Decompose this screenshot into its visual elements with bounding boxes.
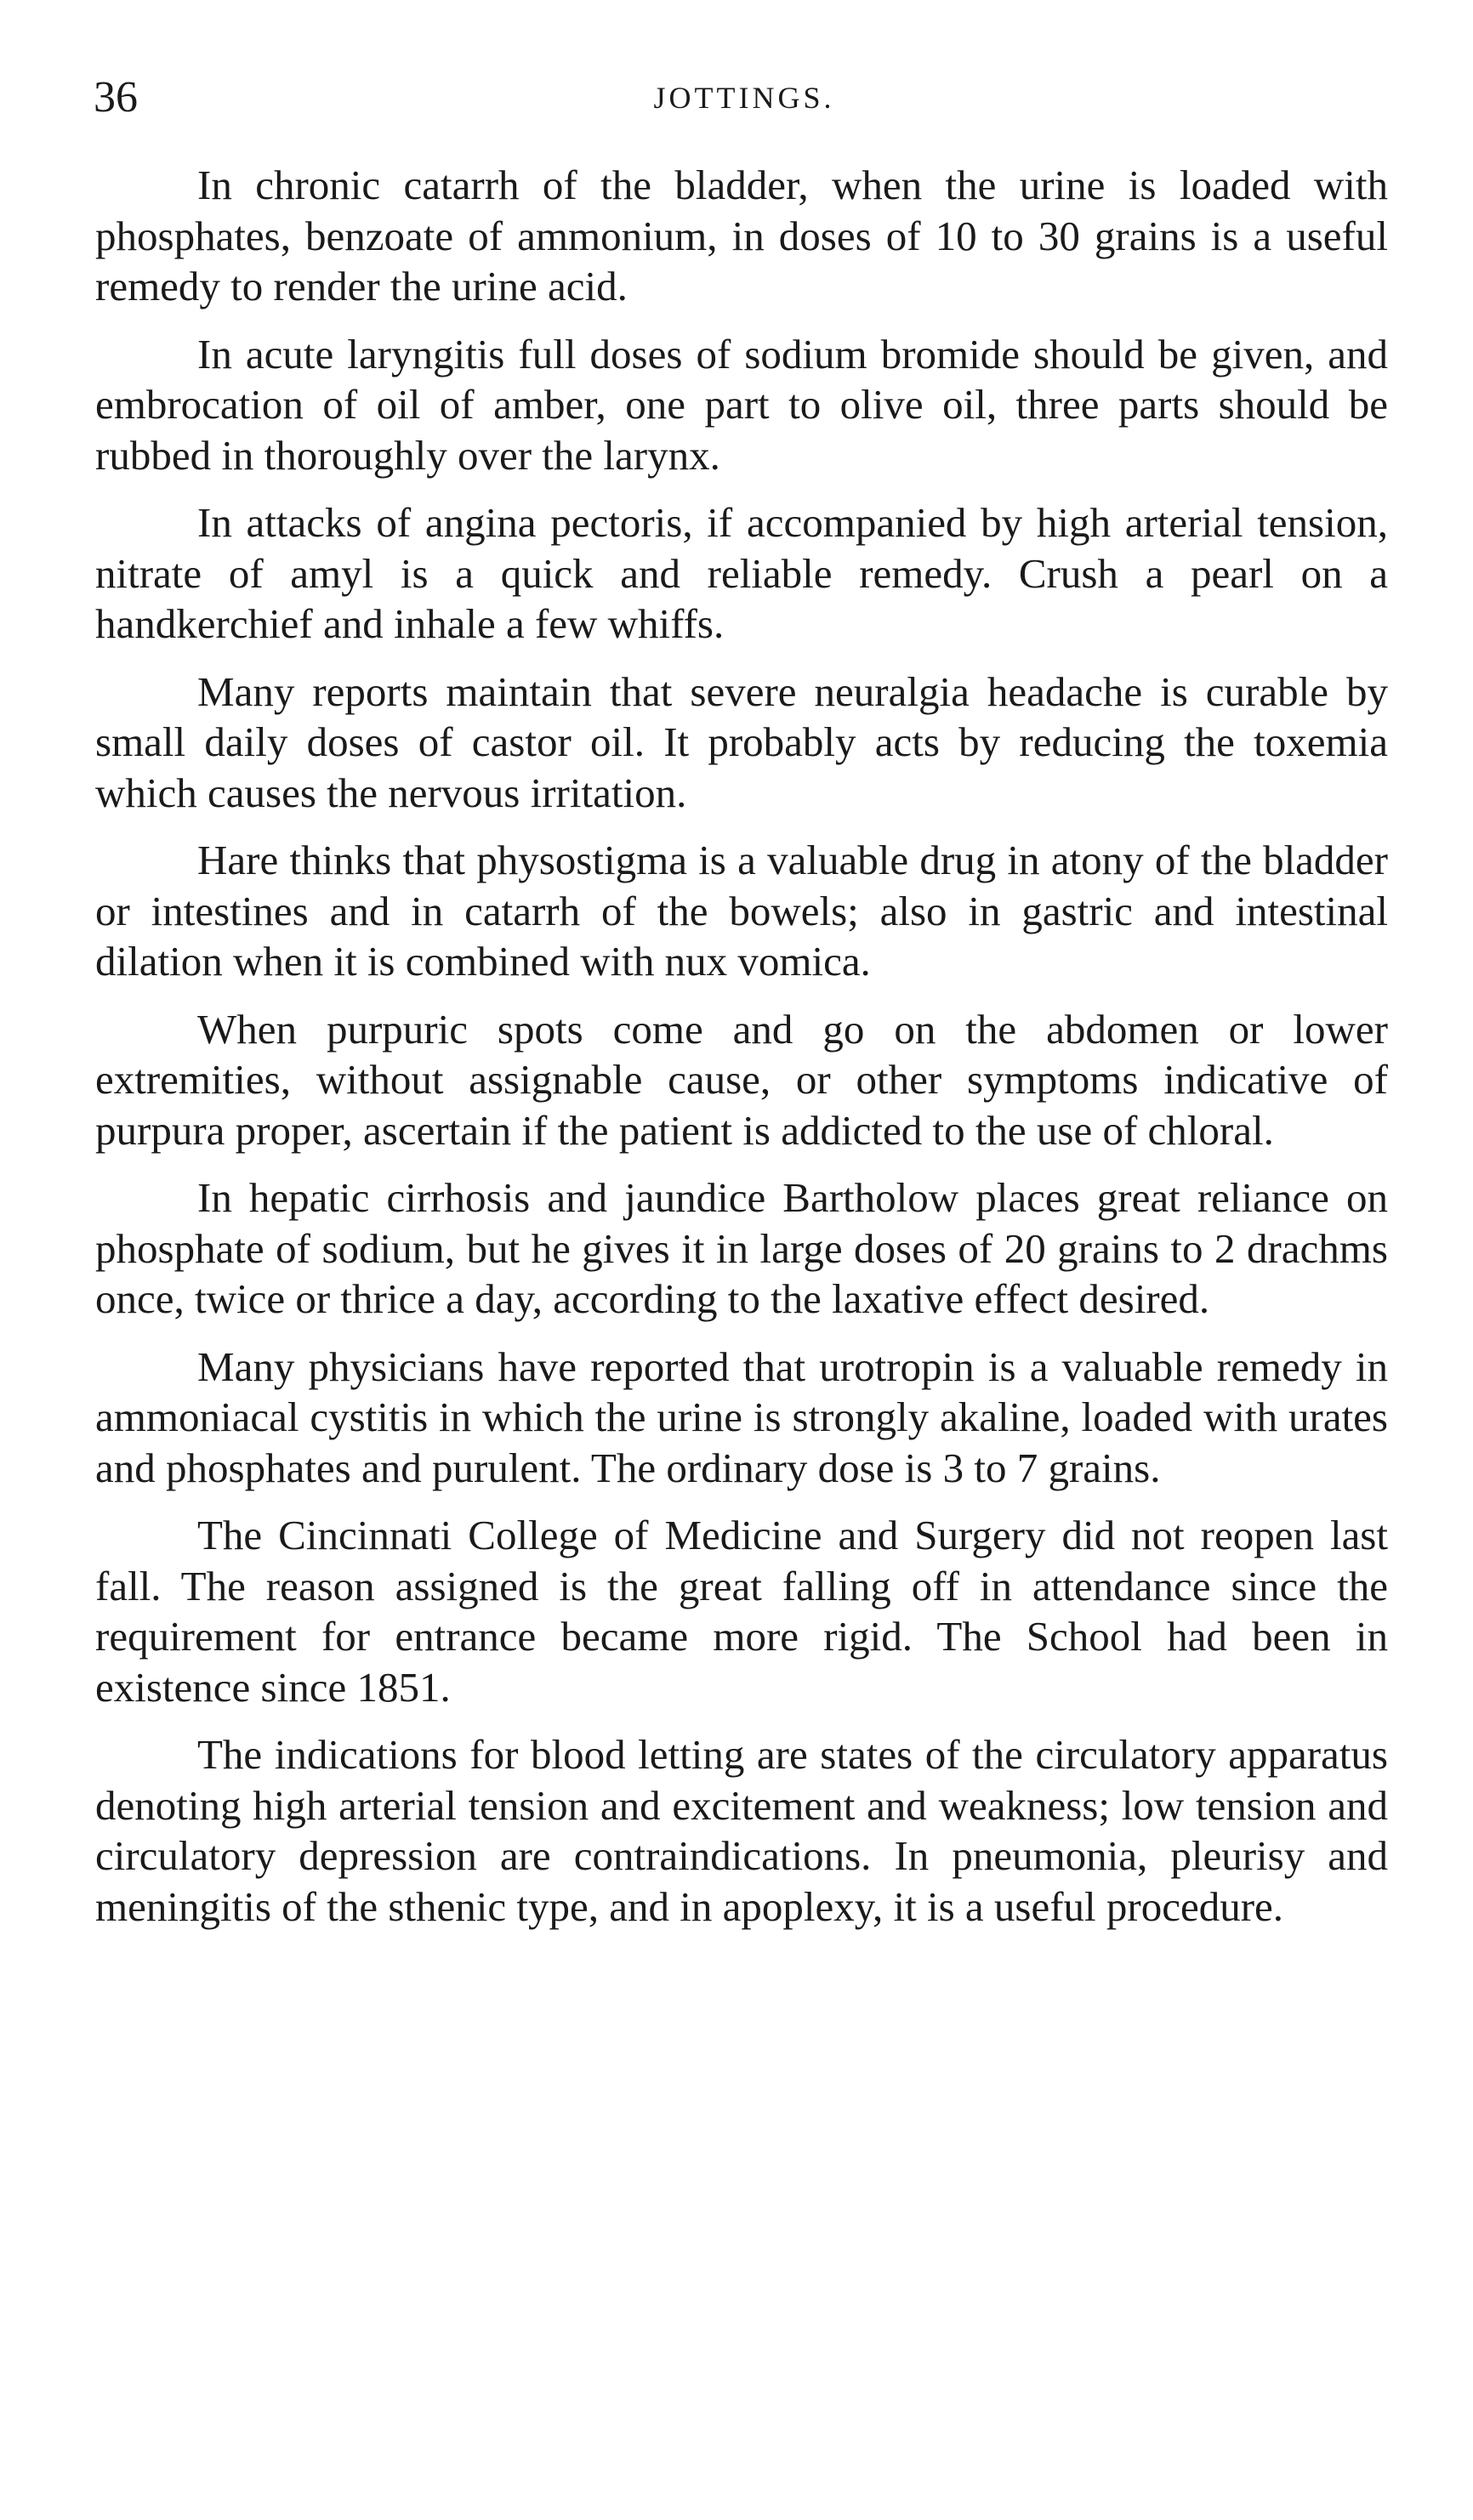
paragraph-acute-laryngitis	[95, 329, 1388, 481]
page-number: 36	[94, 73, 138, 122]
paragraph-neuralgia-headache	[95, 667, 1388, 819]
paragraph-text: Hare thinks that physostigma is a valuable drug in atony of the bladder or intestines and in catarrh of the bowels; also in gastric and intestinal dilation when it is combined with nux vomica.	[95, 837, 1388, 985]
paragraph-text: The indications for blood letting are states of the circulatory apparatus denoting high arterial tension and excitement and weakness; low tension and circulatory depression are contraindications. In pneumonia, pleurisy and meningitis of the sthenic type, and in apoplexy, it is a useful procedure.	[95, 1731, 1388, 1930]
page-header	[94, 68, 1395, 128]
paragraph-text: When purpuric spots come and go on the abdomen or lower extremities, without assignable cause, or other symptoms indicative of purpura proper, ascertain if the patient is addicted to the use of chloral.	[95, 1005, 1388, 1154]
paragraph-text: In attacks of angina pectoris, if accompanied by high arterial tension, nitrate of amyl is a quick and reliable remedy. Crush a pearl on a handkerchief and inhale a few whiffs.	[95, 499, 1388, 647]
paragraph-text: Many physicians have reported that urotropin is a valuable remedy in ammoniacal cystitis in which the urine is strongly akaline, loaded with urates and phosphates and purulent. The ordinary dose is 3 to 7 grains.	[95, 1342, 1388, 1491]
paragraph-purpuric-spots	[95, 1004, 1388, 1156]
page-body	[95, 160, 1388, 1932]
paragraph-urotropin	[95, 1342, 1388, 1494]
paragraph-angina-pectoris	[95, 497, 1388, 650]
paragraph-physostigma	[95, 835, 1388, 987]
paragraph-text: Many reports maintain that severe neuralgia headache is curable by small daily doses of castor oil. It probably acts by reducing the toxemia which causes the nervous irritation.	[95, 667, 1388, 816]
paragraph-text: In hepatic cirrhosis and jaundice Bartholow places great reliance on phosphate of sodium, but he gives it in large doses of 20 grains to 2 drachms once, twice or thrice a day, according to the laxative effect desired.	[95, 1174, 1388, 1322]
paragraph-text: In chronic catarrh of the bladder, when the urine is loaded with phosphates, benzoate of ammonium, in doses of 10 to 30 grains is a useful remedy to render the urine acid.	[95, 162, 1388, 309]
paragraph-hepatic-cirrhosis	[95, 1172, 1388, 1325]
running-head: JOTTINGS.	[653, 81, 835, 115]
paragraph-cincinnati-college	[95, 1510, 1388, 1712]
paragraph-bladder-catarrh	[95, 160, 1388, 312]
paragraph-text: In acute laryngitis full doses of sodium bromide should be given, and embrocation of oil of amber, one part to olive oil, three parts should be rubbed in thoroughly over the larynx.	[95, 330, 1388, 479]
paragraph-blood-letting	[95, 1729, 1388, 1932]
paragraph-text: The Cincinnati College of Medicine and Surgery did not reopen last fall. The reason assigned is the great falling off in attendance since the requirement for entrance became more rigid. The School had been in existence since 1851.	[95, 1512, 1388, 1711]
